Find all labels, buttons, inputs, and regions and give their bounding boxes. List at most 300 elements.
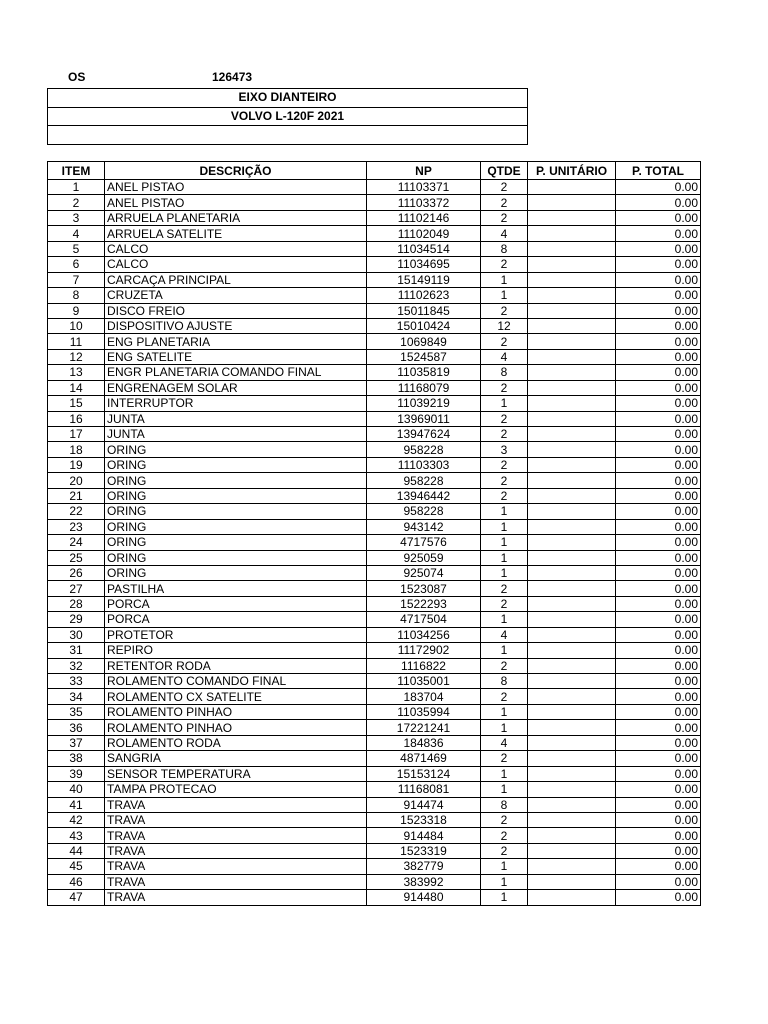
item-unit-price (528, 751, 616, 766)
table-row (48, 581, 701, 596)
item-part-number: 11034695 (367, 257, 481, 272)
item-quantity: 2 (481, 828, 528, 843)
item-total-price: 0.00 (616, 581, 701, 596)
table-row (48, 797, 701, 812)
item-total-price: 0.00 (616, 612, 701, 627)
item-unit-price (528, 859, 616, 874)
item-quantity: 4 (481, 627, 528, 642)
item-total-price: 0.00 (616, 843, 701, 858)
item-part-number: 1116822 (367, 658, 481, 673)
item-unit-price (528, 272, 616, 287)
table-row (48, 272, 701, 287)
item-number: 45 (48, 859, 105, 874)
item-number: 30 (48, 627, 105, 642)
item-total-price: 0.00 (616, 303, 701, 318)
item-part-number: 4871469 (367, 751, 481, 766)
table-row (48, 303, 701, 318)
item-description: ROLAMENTO RODA (105, 735, 367, 750)
item-number: 40 (48, 782, 105, 797)
item-description: ROLAMENTO COMANDO FINAL (105, 674, 367, 689)
table-row (48, 334, 701, 349)
table-row (48, 427, 701, 442)
item-part-number: 11168081 (367, 782, 481, 797)
item-quantity: 1 (481, 565, 528, 580)
item-total-price: 0.00 (616, 735, 701, 750)
table-row (48, 689, 701, 704)
item-part-number: 11168079 (367, 380, 481, 395)
os-label: OS (68, 70, 86, 84)
item-total-price: 0.00 (616, 226, 701, 241)
item-quantity: 2 (481, 180, 528, 195)
item-quantity: 1 (481, 396, 528, 411)
item-quantity: 2 (481, 334, 528, 349)
item-unit-price (528, 797, 616, 812)
item-unit-price (528, 396, 616, 411)
item-description: TRAVA (105, 828, 367, 843)
item-quantity: 4 (481, 349, 528, 364)
item-quantity: 1 (481, 535, 528, 550)
item-number: 22 (48, 504, 105, 519)
item-unit-price (528, 210, 616, 225)
item-total-price: 0.00 (616, 427, 701, 442)
item-part-number: 11103372 (367, 195, 481, 210)
item-quantity: 1 (481, 288, 528, 303)
item-part-number: 1523318 (367, 812, 481, 827)
item-quantity: 2 (481, 812, 528, 827)
item-unit-price (528, 504, 616, 519)
item-quantity: 1 (481, 643, 528, 658)
item-part-number: 11102146 (367, 210, 481, 225)
item-total-price: 0.00 (616, 504, 701, 519)
item-unit-price (528, 427, 616, 442)
item-number: 39 (48, 766, 105, 781)
table-row (48, 565, 701, 580)
item-number: 31 (48, 643, 105, 658)
header-empty-line (48, 126, 528, 145)
item-part-number: 15010424 (367, 318, 481, 333)
item-total-price: 0.00 (616, 674, 701, 689)
item-description: PASTILHA (105, 581, 367, 596)
table-row (48, 704, 701, 719)
item-total-price: 0.00 (616, 365, 701, 380)
item-quantity: 2 (481, 843, 528, 858)
item-unit-price (528, 596, 616, 611)
item-description: PORCA (105, 612, 367, 627)
item-number: 37 (48, 735, 105, 750)
item-number: 8 (48, 288, 105, 303)
item-quantity: 2 (481, 411, 528, 426)
table-row (48, 812, 701, 827)
table-row (48, 519, 701, 534)
col-np-header: NP (367, 162, 481, 180)
table-row (48, 859, 701, 874)
item-description: SANGRIA (105, 751, 367, 766)
item-description: TRAVA (105, 797, 367, 812)
item-unit-price (528, 442, 616, 457)
table-row (48, 195, 701, 210)
item-quantity: 1 (481, 519, 528, 534)
item-total-price: 0.00 (616, 349, 701, 364)
item-quantity: 2 (481, 457, 528, 472)
item-total-price: 0.00 (616, 812, 701, 827)
col-qtde-header: QTDE (481, 162, 528, 180)
item-total-price: 0.00 (616, 627, 701, 642)
item-unit-price (528, 535, 616, 550)
header-title: EIXO DIANTEIRO (48, 89, 528, 108)
item-number: 13 (48, 365, 105, 380)
item-unit-price (528, 704, 616, 719)
item-unit-price (528, 689, 616, 704)
item-unit-price (528, 890, 616, 905)
item-total-price: 0.00 (616, 195, 701, 210)
item-total-price: 0.00 (616, 797, 701, 812)
item-quantity: 2 (481, 658, 528, 673)
item-description: ANEL PISTAO (105, 195, 367, 210)
item-unit-price (528, 550, 616, 565)
table-row (48, 627, 701, 642)
item-unit-price (528, 457, 616, 472)
item-number: 42 (48, 812, 105, 827)
item-number: 7 (48, 272, 105, 287)
item-part-number: 15011845 (367, 303, 481, 318)
item-unit-price (528, 874, 616, 889)
item-total-price: 0.00 (616, 272, 701, 287)
item-unit-price (528, 411, 616, 426)
item-part-number: 925074 (367, 565, 481, 580)
item-part-number: 11035994 (367, 704, 481, 719)
item-unit-price (528, 349, 616, 364)
item-unit-price (528, 735, 616, 750)
table-row (48, 288, 701, 303)
table-row (48, 843, 701, 858)
item-part-number: 184836 (367, 735, 481, 750)
item-description: TRAVA (105, 843, 367, 858)
item-part-number: 1524587 (367, 349, 481, 364)
item-total-price: 0.00 (616, 751, 701, 766)
table-row (48, 442, 701, 457)
item-number: 26 (48, 565, 105, 580)
item-number: 10 (48, 318, 105, 333)
item-description: TAMPA PROTECAO (105, 782, 367, 797)
item-description: ENGRENAGEM SOLAR (105, 380, 367, 395)
item-total-price: 0.00 (616, 210, 701, 225)
item-total-price: 0.00 (616, 334, 701, 349)
item-part-number: 1523319 (367, 843, 481, 858)
table-row (48, 473, 701, 488)
item-description: TRAVA (105, 874, 367, 889)
item-quantity: 8 (481, 797, 528, 812)
item-quantity: 1 (481, 874, 528, 889)
table-row (48, 380, 701, 395)
item-number: 35 (48, 704, 105, 719)
item-number: 27 (48, 581, 105, 596)
item-description: INTERRUPTOR (105, 396, 367, 411)
item-part-number: 183704 (367, 689, 481, 704)
item-quantity: 2 (481, 210, 528, 225)
item-description: ORING (105, 519, 367, 534)
item-part-number: 15149119 (367, 272, 481, 287)
item-number: 14 (48, 380, 105, 395)
table-row (48, 396, 701, 411)
item-quantity: 1 (481, 704, 528, 719)
item-number: 33 (48, 674, 105, 689)
item-part-number: 1522293 (367, 596, 481, 611)
item-total-price: 0.00 (616, 257, 701, 272)
item-description: DISCO FREIO (105, 303, 367, 318)
item-unit-price (528, 257, 616, 272)
table-row (48, 890, 701, 905)
table-row (48, 658, 701, 673)
item-number: 15 (48, 396, 105, 411)
item-total-price: 0.00 (616, 658, 701, 673)
item-number: 38 (48, 751, 105, 766)
item-total-price: 0.00 (616, 535, 701, 550)
item-number: 1 (48, 180, 105, 195)
item-quantity: 2 (481, 596, 528, 611)
item-part-number: 914484 (367, 828, 481, 843)
item-quantity: 1 (481, 766, 528, 781)
table-row (48, 643, 701, 658)
item-unit-price (528, 488, 616, 503)
item-description: CALCO (105, 241, 367, 256)
col-total-price-header: P. TOTAL (616, 162, 701, 180)
item-total-price: 0.00 (616, 704, 701, 719)
item-description: JUNTA (105, 411, 367, 426)
item-part-number: 11102049 (367, 226, 481, 241)
item-description: ENG SATELITE (105, 349, 367, 364)
item-quantity: 1 (481, 782, 528, 797)
item-unit-price (528, 180, 616, 195)
item-quantity: 1 (481, 504, 528, 519)
table-row (48, 241, 701, 256)
table-row (48, 596, 701, 611)
item-description: DISPOSITIVO AJUSTE (105, 318, 367, 333)
item-total-price: 0.00 (616, 457, 701, 472)
item-unit-price (528, 241, 616, 256)
col-unit-price-header: P. UNITÁRIO (528, 162, 616, 180)
item-number: 12 (48, 349, 105, 364)
item-total-price: 0.00 (616, 766, 701, 781)
item-description: ORING (105, 535, 367, 550)
item-quantity: 2 (481, 427, 528, 442)
item-unit-price (528, 627, 616, 642)
item-description: ORING (105, 504, 367, 519)
item-description: CRUZETA (105, 288, 367, 303)
item-number: 36 (48, 720, 105, 735)
item-description: PORCA (105, 596, 367, 611)
item-part-number: 925059 (367, 550, 481, 565)
item-quantity: 4 (481, 735, 528, 750)
table-row (48, 210, 701, 225)
item-part-number: 11039219 (367, 396, 481, 411)
item-total-price: 0.00 (616, 241, 701, 256)
item-total-price: 0.00 (616, 288, 701, 303)
item-part-number: 11034256 (367, 627, 481, 642)
item-unit-price (528, 674, 616, 689)
item-total-price: 0.00 (616, 318, 701, 333)
item-number: 23 (48, 519, 105, 534)
header-vehicle: VOLVO L-120F 2021 (48, 107, 528, 126)
item-description: ARRUELA PLANETARIA (105, 210, 367, 225)
item-total-price: 0.00 (616, 442, 701, 457)
item-quantity: 2 (481, 303, 528, 318)
item-number: 41 (48, 797, 105, 812)
item-total-price: 0.00 (616, 550, 701, 565)
item-quantity: 3 (481, 442, 528, 457)
os-number: 126473 (212, 70, 253, 84)
item-unit-price (528, 473, 616, 488)
item-unit-price (528, 519, 616, 534)
item-unit-price (528, 334, 616, 349)
item-description: ORING (105, 565, 367, 580)
item-description: TRAVA (105, 859, 367, 874)
item-description: ROLAMENTO PINHAO (105, 720, 367, 735)
table-row (48, 411, 701, 426)
table-row (48, 674, 701, 689)
table-row (48, 504, 701, 519)
item-unit-price (528, 643, 616, 658)
item-description: PROTETOR (105, 627, 367, 642)
item-total-price: 0.00 (616, 689, 701, 704)
item-number: 17 (48, 427, 105, 442)
item-part-number: 11103303 (367, 457, 481, 472)
item-description: ENG PLANETARIA (105, 334, 367, 349)
item-part-number: 943142 (367, 519, 481, 534)
item-number: 29 (48, 612, 105, 627)
item-unit-price (528, 303, 616, 318)
item-description: ORING (105, 442, 367, 457)
item-number: 5 (48, 241, 105, 256)
item-number: 46 (48, 874, 105, 889)
item-unit-price (528, 565, 616, 580)
table-row (48, 874, 701, 889)
item-quantity: 8 (481, 241, 528, 256)
item-description: CARCAÇA PRINCIPAL (105, 272, 367, 287)
item-part-number: 11103371 (367, 180, 481, 195)
item-quantity: 1 (481, 890, 528, 905)
item-part-number: 914474 (367, 797, 481, 812)
item-unit-price (528, 226, 616, 241)
item-part-number: 1069849 (367, 334, 481, 349)
item-part-number: 17221241 (367, 720, 481, 735)
item-quantity: 2 (481, 257, 528, 272)
item-quantity: 2 (481, 195, 528, 210)
item-total-price: 0.00 (616, 720, 701, 735)
item-unit-price (528, 318, 616, 333)
item-unit-price (528, 782, 616, 797)
item-part-number: 11034514 (367, 241, 481, 256)
item-total-price: 0.00 (616, 380, 701, 395)
item-total-price: 0.00 (616, 859, 701, 874)
item-quantity: 4 (481, 226, 528, 241)
item-number: 2 (48, 195, 105, 210)
item-unit-price (528, 365, 616, 380)
table-row (48, 457, 701, 472)
table-row (48, 535, 701, 550)
item-unit-price (528, 658, 616, 673)
item-total-price: 0.00 (616, 488, 701, 503)
item-description: JUNTA (105, 427, 367, 442)
item-number: 19 (48, 457, 105, 472)
item-total-price: 0.00 (616, 828, 701, 843)
item-description: ORING (105, 550, 367, 565)
table-row (48, 828, 701, 843)
item-number: 34 (48, 689, 105, 704)
item-part-number: 11035819 (367, 365, 481, 380)
item-quantity: 1 (481, 272, 528, 287)
table-row (48, 365, 701, 380)
table-row (48, 782, 701, 797)
item-unit-price (528, 828, 616, 843)
table-row (48, 180, 701, 195)
item-total-price: 0.00 (616, 180, 701, 195)
table-row (48, 488, 701, 503)
item-quantity: 1 (481, 859, 528, 874)
item-quantity: 2 (481, 473, 528, 488)
item-quantity: 2 (481, 581, 528, 596)
item-unit-price (528, 612, 616, 627)
item-number: 43 (48, 828, 105, 843)
item-total-price: 0.00 (616, 411, 701, 426)
table-row (48, 751, 701, 766)
item-quantity: 2 (481, 689, 528, 704)
item-total-price: 0.00 (616, 874, 701, 889)
item-quantity: 2 (481, 751, 528, 766)
item-number: 47 (48, 890, 105, 905)
item-number: 24 (48, 535, 105, 550)
item-quantity: 1 (481, 612, 528, 627)
item-total-price: 0.00 (616, 890, 701, 905)
item-number: 21 (48, 488, 105, 503)
item-part-number: 13969011 (367, 411, 481, 426)
item-total-price: 0.00 (616, 782, 701, 797)
item-description: RETENTOR RODA (105, 658, 367, 673)
item-number: 6 (48, 257, 105, 272)
item-part-number: 4717504 (367, 612, 481, 627)
item-description: ARRUELA SATELITE (105, 226, 367, 241)
item-number: 20 (48, 473, 105, 488)
item-quantity: 8 (481, 674, 528, 689)
item-total-price: 0.00 (616, 396, 701, 411)
item-unit-price (528, 581, 616, 596)
header-box (47, 88, 528, 145)
item-total-price: 0.00 (616, 519, 701, 534)
item-total-price: 0.00 (616, 596, 701, 611)
item-part-number: 13946442 (367, 488, 481, 503)
item-unit-price (528, 195, 616, 210)
item-unit-price (528, 766, 616, 781)
item-part-number: 15153124 (367, 766, 481, 781)
item-description: ROLAMENTO CX SATELITE (105, 689, 367, 704)
item-description: TRAVA (105, 890, 367, 905)
item-quantity: 8 (481, 365, 528, 380)
parts-table (47, 161, 701, 906)
table-row (48, 550, 701, 565)
item-description: ORING (105, 457, 367, 472)
table-row (48, 720, 701, 735)
item-quantity: 12 (481, 318, 528, 333)
table-row (48, 612, 701, 627)
item-unit-price (528, 288, 616, 303)
item-number: 28 (48, 596, 105, 611)
item-unit-price (528, 720, 616, 735)
table-header-row (48, 162, 701, 180)
item-number: 16 (48, 411, 105, 426)
item-number: 3 (48, 210, 105, 225)
col-item-header: ITEM (48, 162, 105, 180)
item-part-number: 958228 (367, 442, 481, 457)
item-quantity: 2 (481, 488, 528, 503)
